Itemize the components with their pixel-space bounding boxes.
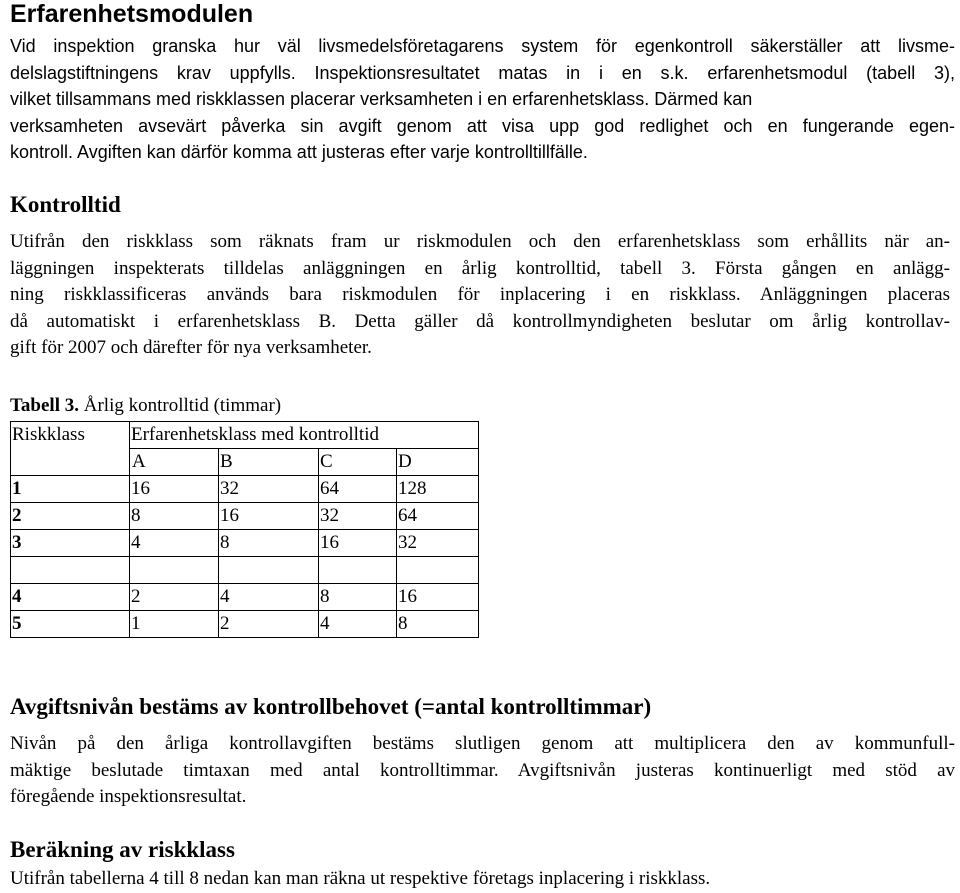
value-cell: 8 (397, 611, 479, 638)
paragraph-berakning (10, 866, 955, 893)
risk-cell: 4 (11, 584, 130, 611)
table-row (11, 503, 479, 530)
heading-berakning-av-riskklass: Beräkning av riskklass (10, 837, 235, 862)
value-cell: 32 (219, 476, 319, 503)
table-caption-label: Tabell 3. (10, 395, 79, 416)
control-time-table (10, 421, 479, 638)
header-class-c: C (319, 449, 397, 476)
paragraph-line: läggningen inspekterats tilldelas anläggningen en årlig kontrolltid, tabell 3. Första gången en anlägg- (10, 257, 950, 279)
value-cell (397, 557, 479, 584)
paragraph-line: delslagstiftningens krav uppfylls. Inspektionsresultatet matas in i en s.k. erfarenhetsmodul (tabell 3), (10, 62, 955, 83)
risk-cell: 3 (11, 530, 130, 557)
paragraph-line: Vid inspektion granska hur väl livsmedelsföretagarens system för egenkontroll säkerställer att livsme- (10, 36, 955, 56)
value-cell: 4 (219, 584, 319, 611)
value-cell: 4 (130, 530, 219, 557)
value-cell: 16 (219, 503, 319, 530)
paragraph-line: ning riskklassificeras används bara riskmodulen för inplacering i en riskklass. Anläggningen placeras (10, 284, 950, 305)
paragraph-line: Utifrån tabellerna 4 till 8 nedan kan man räkna ut respektive företags inplacering i riskklass. (10, 868, 711, 889)
value-cell: 8 (319, 584, 397, 611)
value-cell: 8 (219, 530, 319, 557)
paragraph-erfarenhetsmodulen (10, 33, 955, 166)
value-cell: 32 (319, 503, 397, 530)
value-cell: 16 (319, 530, 397, 557)
value-cell: 4 (319, 611, 397, 638)
risk-cell (11, 557, 130, 584)
value-cell (130, 557, 219, 584)
table-row (11, 530, 479, 557)
table-header-row (11, 422, 479, 449)
value-cell: 128 (397, 476, 479, 503)
paragraph-line: mäktige beslutade timtaxan med antal kontrolltimmar. Avgiftsnivån justeras kontinuerligt med stöd av (10, 759, 955, 781)
paragraph-line: kontroll. Avgiften kan därför komma att justeras efter varje kontrolltillfälle. (10, 142, 588, 162)
paragraph-line: gift för 2007 och därefter för nya verksamheter. (10, 337, 372, 358)
risk-cell: 1 (11, 476, 130, 503)
header-erfarenhetsklass: Erfarenhetsklass med kontrolltid (130, 422, 479, 449)
table-caption (10, 393, 281, 419)
header-riskklass: Riskklass (11, 422, 130, 476)
header-class-d: D (397, 449, 479, 476)
heading-kontrolltid: Kontrolltid (10, 192, 121, 217)
table-row-empty (11, 557, 479, 584)
header-class-b: B (219, 449, 319, 476)
value-cell: 2 (219, 611, 319, 638)
heading-erfarenhetsmodulen: Erfarenhetsmodulen (10, 0, 254, 28)
paragraph-kontrolltid (10, 229, 950, 362)
value-cell (319, 557, 397, 584)
table-row (11, 584, 479, 611)
table-row (11, 611, 479, 638)
value-cell: 2 (130, 584, 219, 611)
paragraph-line: föregående inspektionsresultat. (10, 786, 247, 807)
table-caption-text: Årlig kontrolltid (timmar) (79, 395, 282, 416)
value-cell: 16 (130, 476, 219, 503)
header-class-a: A (130, 449, 219, 476)
table-row (11, 476, 479, 503)
paragraph-line: Nivån på den årliga kontrollavgiften bestäms slutligen genom att multiplicera den av kommunfull- (10, 733, 955, 754)
value-cell: 32 (397, 530, 479, 557)
paragraph-avgiftsniva (10, 731, 955, 811)
value-cell: 64 (319, 476, 397, 503)
risk-cell: 5 (11, 611, 130, 638)
value-cell: 16 (397, 584, 479, 611)
paragraph-line: då automatiskt i erfarenhetsklass B. Detta gäller då kontrollmyndigheten beslutar om årlig kontrollav- (10, 310, 950, 332)
heading-avgiftsniva: Avgiftsnivån bestäms av kontrollbehovet (=antal kontrolltimmar) (10, 694, 652, 719)
paragraph-line: verksamheten avsevärt påverka sin avgift genom att visa upp god redlighet och en fungerande egen- (10, 115, 955, 136)
value-cell: 1 (130, 611, 219, 638)
value-cell (219, 557, 319, 584)
paragraph-line: Utifrån den riskklass som räknats fram ur riskmodulen och den erfarenhetsklass som erhållits när an- (10, 231, 950, 252)
paragraph-line: vilket tillsammans med riskklassen placerar verksamheten i en erfarenhetsklass. Därmed kan (10, 89, 753, 109)
value-cell: 8 (130, 503, 219, 530)
risk-cell: 2 (11, 503, 130, 530)
value-cell: 64 (397, 503, 479, 530)
